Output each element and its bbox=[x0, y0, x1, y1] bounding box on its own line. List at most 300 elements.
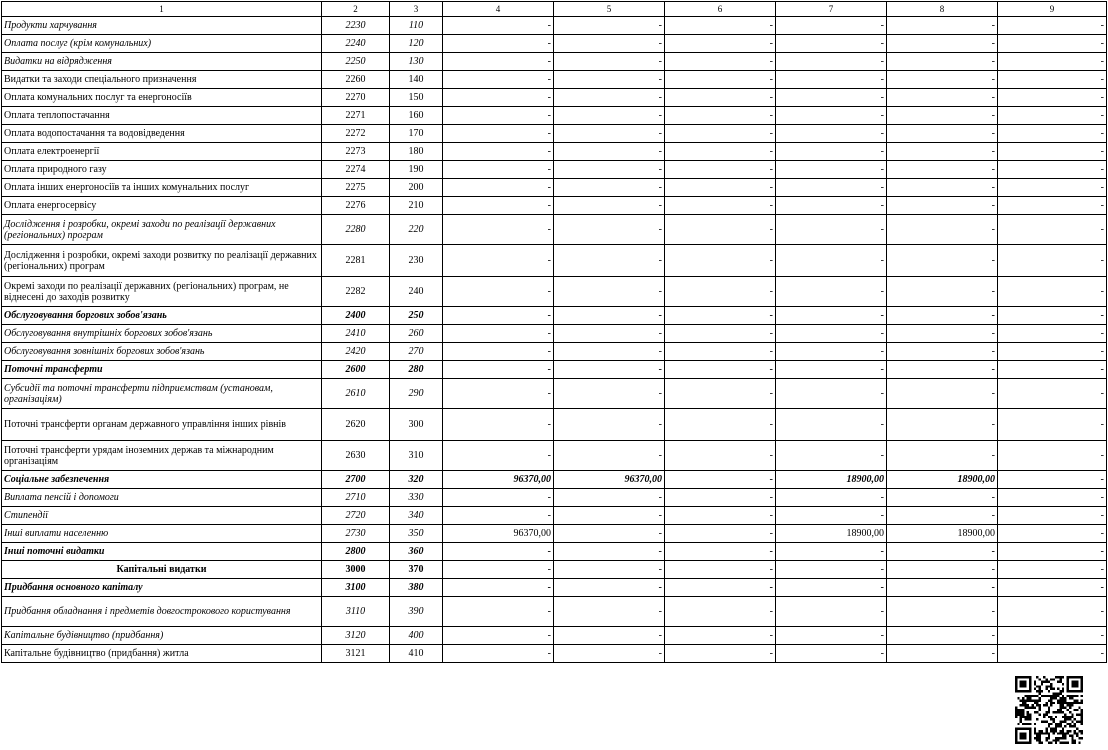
value-cell: 18900,00 bbox=[887, 471, 998, 489]
value-cell: - bbox=[776, 489, 887, 507]
table-row bbox=[2, 245, 1107, 277]
value-cell: - bbox=[887, 361, 998, 379]
row-code-cell: 380 bbox=[390, 579, 443, 597]
row-code-cell: 410 bbox=[390, 645, 443, 663]
row-code-cell: 220 bbox=[390, 215, 443, 245]
value-cell: - bbox=[887, 379, 998, 409]
value-cell: - bbox=[665, 579, 776, 597]
value-cell: - bbox=[554, 379, 665, 409]
value-cell: - bbox=[554, 277, 665, 307]
value-cell: - bbox=[665, 35, 776, 53]
value-cell: - bbox=[665, 53, 776, 71]
value-cell: - bbox=[998, 489, 1107, 507]
value-cell: - bbox=[665, 379, 776, 409]
value-cell: - bbox=[998, 53, 1107, 71]
value-cell: - bbox=[554, 597, 665, 627]
kekv-code-cell: 2250 bbox=[322, 53, 390, 71]
table-row bbox=[2, 197, 1107, 215]
value-cell: - bbox=[443, 361, 554, 379]
kekv-code-cell: 3000 bbox=[322, 561, 390, 579]
row-code-cell: 280 bbox=[390, 361, 443, 379]
value-cell: - bbox=[443, 143, 554, 161]
kekv-code-cell: 2610 bbox=[322, 379, 390, 409]
row-name-cell: Придбання основного капіталу bbox=[2, 579, 322, 597]
value-cell: - bbox=[887, 561, 998, 579]
kekv-code-cell: 2281 bbox=[322, 245, 390, 277]
value-cell: - bbox=[554, 409, 665, 441]
table-row bbox=[2, 579, 1107, 597]
value-cell: - bbox=[776, 561, 887, 579]
value-cell: - bbox=[665, 325, 776, 343]
value-cell: - bbox=[554, 543, 665, 561]
row-name-cell: Оплата теплопостачання bbox=[2, 107, 322, 125]
value-cell: - bbox=[887, 161, 998, 179]
value-cell: - bbox=[998, 179, 1107, 197]
row-code-cell: 390 bbox=[390, 597, 443, 627]
value-cell: - bbox=[665, 307, 776, 325]
value-cell: - bbox=[998, 507, 1107, 525]
value-cell: - bbox=[998, 107, 1107, 125]
value-cell: - bbox=[554, 125, 665, 143]
value-cell: - bbox=[665, 561, 776, 579]
value-cell: - bbox=[554, 361, 665, 379]
value-cell: - bbox=[443, 125, 554, 143]
value-cell: - bbox=[998, 215, 1107, 245]
table-row bbox=[2, 561, 1107, 579]
value-cell: - bbox=[887, 543, 998, 561]
value-cell: - bbox=[887, 507, 998, 525]
value-cell: - bbox=[776, 441, 887, 471]
kekv-code-cell: 2270 bbox=[322, 89, 390, 107]
row-code-cell: 400 bbox=[390, 627, 443, 645]
table-row bbox=[2, 597, 1107, 627]
value-cell: - bbox=[776, 543, 887, 561]
row-code-cell: 340 bbox=[390, 507, 443, 525]
value-cell: 18900,00 bbox=[887, 525, 998, 543]
value-cell: - bbox=[443, 107, 554, 125]
row-name-cell: Оплата водопостачання та водовідведення bbox=[2, 125, 322, 143]
value-cell: - bbox=[887, 307, 998, 325]
value-cell: - bbox=[665, 361, 776, 379]
value-cell: - bbox=[776, 409, 887, 441]
column-header: 3 bbox=[390, 2, 443, 17]
row-name-cell: Оплата енергосервісу bbox=[2, 197, 322, 215]
row-code-cell: 330 bbox=[390, 489, 443, 507]
value-cell: - bbox=[665, 245, 776, 277]
row-name-cell: Виплата пенсій і допомоги bbox=[2, 489, 322, 507]
value-cell: - bbox=[776, 35, 887, 53]
kekv-code-cell: 2720 bbox=[322, 507, 390, 525]
value-cell: - bbox=[776, 343, 887, 361]
value-cell: - bbox=[998, 597, 1107, 627]
row-name-cell: Поточні трансферти bbox=[2, 361, 322, 379]
value-cell: - bbox=[887, 17, 998, 35]
value-cell: - bbox=[443, 35, 554, 53]
kekv-code-cell: 2400 bbox=[322, 307, 390, 325]
row-code-cell: 320 bbox=[390, 471, 443, 489]
value-cell: - bbox=[665, 71, 776, 89]
row-code-cell: 150 bbox=[390, 89, 443, 107]
budget-report-table bbox=[1, 1, 1107, 663]
row-name-cell: Інші виплати населенню bbox=[2, 525, 322, 543]
value-cell: - bbox=[443, 307, 554, 325]
table-row bbox=[2, 215, 1107, 245]
value-cell: - bbox=[443, 379, 554, 409]
row-name-cell: Інші поточні видатки bbox=[2, 543, 322, 561]
value-cell: - bbox=[887, 245, 998, 277]
value-cell: - bbox=[776, 143, 887, 161]
kekv-code-cell: 3120 bbox=[322, 627, 390, 645]
value-cell: - bbox=[776, 53, 887, 71]
value-cell: - bbox=[554, 627, 665, 645]
column-header: 5 bbox=[554, 2, 665, 17]
row-code-cell: 170 bbox=[390, 125, 443, 143]
value-cell: - bbox=[554, 441, 665, 471]
value-cell: - bbox=[665, 525, 776, 543]
row-code-cell: 190 bbox=[390, 161, 443, 179]
row-code-cell: 110 bbox=[390, 17, 443, 35]
kekv-code-cell: 2620 bbox=[322, 409, 390, 441]
table-row bbox=[2, 277, 1107, 307]
row-code-cell: 350 bbox=[390, 525, 443, 543]
value-cell: - bbox=[776, 597, 887, 627]
kekv-code-cell: 2730 bbox=[322, 525, 390, 543]
row-name-cell: Дослідження і розробки, окремі заходи по реалізації державних (регіональних) програм bbox=[2, 215, 322, 245]
row-name-cell: Оплата електроенергії bbox=[2, 143, 322, 161]
value-cell: - bbox=[443, 441, 554, 471]
value-cell: - bbox=[998, 325, 1107, 343]
value-cell: - bbox=[998, 277, 1107, 307]
table-row bbox=[2, 307, 1107, 325]
value-cell: - bbox=[665, 471, 776, 489]
row-name-cell: Соціальне забезпечення bbox=[2, 471, 322, 489]
kekv-code-cell: 3110 bbox=[322, 597, 390, 627]
value-cell: - bbox=[998, 71, 1107, 89]
value-cell: - bbox=[443, 245, 554, 277]
table-row bbox=[2, 143, 1107, 161]
value-cell: - bbox=[665, 409, 776, 441]
table-row bbox=[2, 343, 1107, 361]
value-cell: - bbox=[443, 197, 554, 215]
value-cell: - bbox=[665, 489, 776, 507]
value-cell: - bbox=[998, 161, 1107, 179]
row-name-cell: Обслуговування зовнішніх боргових зобов'язань bbox=[2, 343, 322, 361]
value-cell: - bbox=[665, 343, 776, 361]
kekv-code-cell: 2272 bbox=[322, 125, 390, 143]
row-name-cell: Субсидії та поточні трансферти підприємствам (установам, організаціям) bbox=[2, 379, 322, 409]
kekv-code-cell: 2273 bbox=[322, 143, 390, 161]
row-name-cell: Обслуговування боргових зобов'язань bbox=[2, 307, 322, 325]
row-code-cell: 130 bbox=[390, 53, 443, 71]
qr-code bbox=[1015, 676, 1083, 744]
value-cell: - bbox=[776, 245, 887, 277]
value-cell: - bbox=[554, 179, 665, 197]
value-cell: - bbox=[554, 325, 665, 343]
value-cell: - bbox=[554, 343, 665, 361]
column-header: 6 bbox=[665, 2, 776, 17]
value-cell: - bbox=[554, 307, 665, 325]
value-cell: - bbox=[665, 277, 776, 307]
value-cell: - bbox=[443, 561, 554, 579]
value-cell: - bbox=[665, 197, 776, 215]
value-cell: - bbox=[443, 627, 554, 645]
value-cell: - bbox=[554, 143, 665, 161]
value-cell: - bbox=[776, 645, 887, 663]
table-row bbox=[2, 17, 1107, 35]
value-cell: 18900,00 bbox=[776, 525, 887, 543]
value-cell: - bbox=[776, 627, 887, 645]
row-name-cell: Придбання обладнання і предметів довгострокового користування bbox=[2, 597, 322, 627]
value-cell: - bbox=[554, 197, 665, 215]
value-cell: - bbox=[443, 71, 554, 89]
value-cell: - bbox=[998, 543, 1107, 561]
row-code-cell: 310 bbox=[390, 441, 443, 471]
value-cell: - bbox=[887, 143, 998, 161]
value-cell: - bbox=[554, 245, 665, 277]
value-cell: - bbox=[665, 125, 776, 143]
value-cell: - bbox=[776, 71, 887, 89]
row-name-cell: Капітальне будівництво (придбання) житла bbox=[2, 645, 322, 663]
value-cell: - bbox=[776, 125, 887, 143]
row-code-cell: 140 bbox=[390, 71, 443, 89]
value-cell: - bbox=[887, 343, 998, 361]
value-cell: - bbox=[776, 179, 887, 197]
table-row bbox=[2, 441, 1107, 471]
value-cell: - bbox=[443, 89, 554, 107]
kekv-code-cell: 2282 bbox=[322, 277, 390, 307]
value-cell: - bbox=[887, 409, 998, 441]
value-cell: - bbox=[665, 597, 776, 627]
value-cell: - bbox=[554, 579, 665, 597]
value-cell: - bbox=[554, 645, 665, 663]
value-cell: - bbox=[998, 525, 1107, 543]
value-cell: - bbox=[776, 161, 887, 179]
kekv-code-cell: 2276 bbox=[322, 197, 390, 215]
kekv-code-cell: 2710 bbox=[322, 489, 390, 507]
value-cell: - bbox=[443, 179, 554, 197]
row-name-cell: Видатки на відрядження bbox=[2, 53, 322, 71]
kekv-code-cell: 2420 bbox=[322, 343, 390, 361]
table-row bbox=[2, 627, 1107, 645]
table-row bbox=[2, 489, 1107, 507]
value-cell: - bbox=[665, 179, 776, 197]
value-cell: 96370,00 bbox=[554, 471, 665, 489]
value-cell: - bbox=[887, 627, 998, 645]
row-name-cell: Обслуговування внутрішніх боргових зобов'язань bbox=[2, 325, 322, 343]
row-code-cell: 120 bbox=[390, 35, 443, 53]
value-cell: - bbox=[887, 179, 998, 197]
value-cell: - bbox=[554, 89, 665, 107]
row-name-cell: Капітальні видатки bbox=[2, 561, 322, 579]
value-cell: - bbox=[443, 409, 554, 441]
row-code-cell: 260 bbox=[390, 325, 443, 343]
row-code-cell: 180 bbox=[390, 143, 443, 161]
value-cell: - bbox=[887, 215, 998, 245]
row-name-cell: Поточні трансферти органам державного управління інших рівнів bbox=[2, 409, 322, 441]
value-cell: - bbox=[998, 561, 1107, 579]
value-cell: - bbox=[554, 35, 665, 53]
table-row bbox=[2, 53, 1107, 71]
value-cell: - bbox=[887, 325, 998, 343]
column-header: 2 bbox=[322, 2, 390, 17]
value-cell: - bbox=[554, 161, 665, 179]
kekv-code-cell: 2275 bbox=[322, 179, 390, 197]
row-name-cell: Оплата комунальних послуг та енергоносіїв bbox=[2, 89, 322, 107]
value-cell: - bbox=[776, 307, 887, 325]
value-cell: - bbox=[887, 35, 998, 53]
table-row bbox=[2, 379, 1107, 409]
value-cell: - bbox=[887, 645, 998, 663]
value-cell: - bbox=[998, 197, 1107, 215]
row-name-cell: Дослідження і розробки, окремі заходи розвитку по реалізації державних (регіональних) програм bbox=[2, 245, 322, 277]
value-cell: - bbox=[554, 507, 665, 525]
kekv-code-cell: 2274 bbox=[322, 161, 390, 179]
table-row bbox=[2, 179, 1107, 197]
table-row bbox=[2, 409, 1107, 441]
column-header: 4 bbox=[443, 2, 554, 17]
value-cell: - bbox=[554, 215, 665, 245]
table-row bbox=[2, 125, 1107, 143]
value-cell: - bbox=[776, 507, 887, 525]
row-code-cell: 240 bbox=[390, 277, 443, 307]
row-code-cell: 300 bbox=[390, 409, 443, 441]
kekv-code-cell: 2700 bbox=[322, 471, 390, 489]
value-cell: - bbox=[776, 215, 887, 245]
value-cell: - bbox=[776, 379, 887, 409]
value-cell: - bbox=[887, 71, 998, 89]
value-cell: - bbox=[665, 161, 776, 179]
value-cell: - bbox=[554, 489, 665, 507]
value-cell: - bbox=[998, 245, 1107, 277]
value-cell: - bbox=[443, 17, 554, 35]
value-cell: - bbox=[998, 143, 1107, 161]
row-code-cell: 210 bbox=[390, 197, 443, 215]
column-header: 1 bbox=[2, 2, 322, 17]
value-cell: - bbox=[776, 361, 887, 379]
kekv-code-cell: 3121 bbox=[322, 645, 390, 663]
value-cell: - bbox=[998, 125, 1107, 143]
row-name-cell: Окремі заходи по реалізації державних (регіональних) програм, не віднесені до заходів розвитку bbox=[2, 277, 322, 307]
table-row bbox=[2, 471, 1107, 489]
value-cell: - bbox=[443, 597, 554, 627]
value-cell: - bbox=[998, 645, 1107, 663]
value-cell: - bbox=[443, 343, 554, 361]
value-cell: - bbox=[554, 71, 665, 89]
kekv-code-cell: 3100 bbox=[322, 579, 390, 597]
row-name-cell: Оплата послуг (крім комунальних) bbox=[2, 35, 322, 53]
value-cell: - bbox=[887, 197, 998, 215]
table-row bbox=[2, 89, 1107, 107]
value-cell: - bbox=[776, 89, 887, 107]
value-cell: - bbox=[887, 579, 998, 597]
value-cell: - bbox=[998, 361, 1107, 379]
value-cell: - bbox=[665, 543, 776, 561]
row-name-cell: Видатки та заходи спеціального призначення bbox=[2, 71, 322, 89]
table-row bbox=[2, 161, 1107, 179]
value-cell: - bbox=[998, 441, 1107, 471]
value-cell: - bbox=[665, 627, 776, 645]
value-cell: - bbox=[998, 409, 1107, 441]
value-cell: - bbox=[887, 441, 998, 471]
row-name-cell: Оплата інших енергоносіїв та інших комунальних послуг bbox=[2, 179, 322, 197]
row-code-cell: 370 bbox=[390, 561, 443, 579]
value-cell: - bbox=[776, 17, 887, 35]
kekv-code-cell: 2271 bbox=[322, 107, 390, 125]
value-cell: - bbox=[887, 125, 998, 143]
row-code-cell: 200 bbox=[390, 179, 443, 197]
row-name-cell: Продукти харчування bbox=[2, 17, 322, 35]
kekv-code-cell: 2800 bbox=[322, 543, 390, 561]
value-cell: - bbox=[776, 277, 887, 307]
kekv-code-cell: 2260 bbox=[322, 71, 390, 89]
row-name-cell: Капітальне будівництво (придбання) bbox=[2, 627, 322, 645]
value-cell: - bbox=[443, 507, 554, 525]
column-header-row bbox=[2, 2, 1107, 17]
value-cell: - bbox=[665, 215, 776, 245]
value-cell: - bbox=[887, 89, 998, 107]
table-row bbox=[2, 71, 1107, 89]
value-cell: - bbox=[776, 579, 887, 597]
table-row bbox=[2, 107, 1107, 125]
kekv-code-cell: 2410 bbox=[322, 325, 390, 343]
value-cell: - bbox=[665, 143, 776, 161]
row-name-cell: Поточні трансферти урядам іноземних держав та міжнародним організаціям bbox=[2, 441, 322, 471]
value-cell: - bbox=[443, 489, 554, 507]
row-name-cell: Оплата природного газу bbox=[2, 161, 322, 179]
value-cell: - bbox=[443, 645, 554, 663]
value-cell: - bbox=[887, 277, 998, 307]
value-cell: - bbox=[665, 645, 776, 663]
value-cell: - bbox=[443, 215, 554, 245]
value-cell: - bbox=[443, 543, 554, 561]
value-cell: - bbox=[665, 107, 776, 125]
value-cell: - bbox=[998, 343, 1107, 361]
row-code-cell: 290 bbox=[390, 379, 443, 409]
row-code-cell: 270 bbox=[390, 343, 443, 361]
value-cell: - bbox=[443, 579, 554, 597]
table-row bbox=[2, 525, 1107, 543]
value-cell: - bbox=[998, 471, 1107, 489]
column-header: 9 bbox=[998, 2, 1107, 17]
value-cell: 96370,00 bbox=[443, 525, 554, 543]
value-cell: - bbox=[998, 307, 1107, 325]
value-cell: - bbox=[554, 561, 665, 579]
row-name-cell: Стипендії bbox=[2, 507, 322, 525]
value-cell: - bbox=[776, 197, 887, 215]
value-cell: - bbox=[443, 161, 554, 179]
value-cell: - bbox=[998, 35, 1107, 53]
table-row bbox=[2, 543, 1107, 561]
value-cell: - bbox=[665, 507, 776, 525]
value-cell: - bbox=[665, 17, 776, 35]
value-cell: - bbox=[443, 277, 554, 307]
value-cell: - bbox=[887, 53, 998, 71]
kekv-code-cell: 2630 bbox=[322, 441, 390, 471]
table-row bbox=[2, 35, 1107, 53]
value-cell: - bbox=[443, 53, 554, 71]
value-cell: - bbox=[887, 107, 998, 125]
value-cell: - bbox=[776, 107, 887, 125]
kekv-code-cell: 2280 bbox=[322, 215, 390, 245]
row-code-cell: 160 bbox=[390, 107, 443, 125]
table-row bbox=[2, 645, 1107, 663]
value-cell: - bbox=[998, 579, 1107, 597]
kekv-code-cell: 2240 bbox=[322, 35, 390, 53]
value-cell: - bbox=[443, 325, 554, 343]
value-cell: - bbox=[665, 89, 776, 107]
value-cell: - bbox=[554, 53, 665, 71]
value-cell: - bbox=[554, 525, 665, 543]
